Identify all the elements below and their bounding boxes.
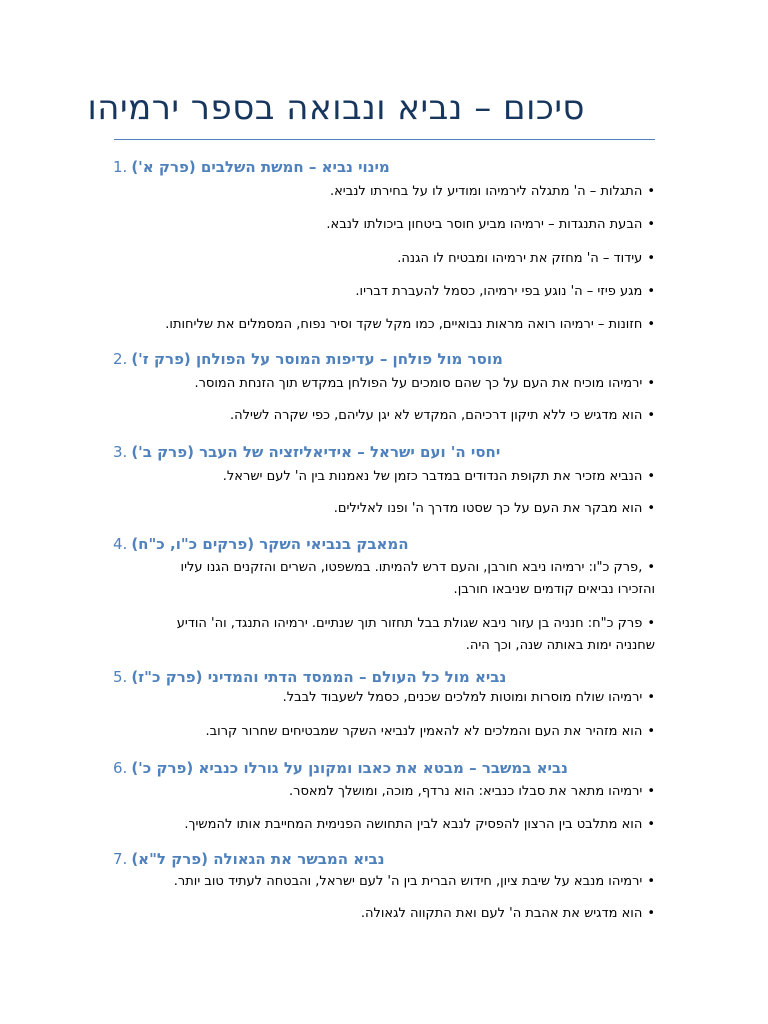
section-number: 6. bbox=[113, 759, 128, 777]
section-heading bbox=[113, 665, 533, 689]
bullet-text: .הוא מבקר את העם על כך שסטו מדרך ה' ופנו לאלילים bbox=[333, 501, 643, 516]
bullet-item bbox=[125, 871, 655, 893]
bullet-line bbox=[125, 687, 655, 709]
bullet-item bbox=[125, 781, 655, 803]
bullet-text: .שחנניה ימות באותה שנה, וכך היה bbox=[465, 638, 655, 653]
title-underline bbox=[114, 139, 655, 140]
bullet-text: .הוא מזהיר את העם והמלכים לא להאמין לנביאי השקר שמבטיחים שחרור קרוב bbox=[205, 724, 643, 739]
bullet-text: .הנביא מזכיר את תקופת הנדודים במדבר כזמן של נאמנות בין ה' לעם ישראל bbox=[222, 469, 643, 484]
bullet-text: .ירמיהו מוכיח את העם על כך שהם סומכים על הפולחן במקדש תוך הזנחת המוסר bbox=[194, 376, 643, 391]
section-heading-text: נביא מול כל העולם – הממסד הדתי והמדיני (פרק כ"ז) bbox=[131, 668, 507, 686]
bullet-line bbox=[125, 579, 655, 601]
page-title: סיכום – נביא ונבואה בספר ירמיהו bbox=[87, 88, 585, 128]
bullet-item bbox=[125, 181, 655, 203]
section-number: 2. bbox=[113, 350, 128, 368]
bullet-dot-icon: • bbox=[647, 217, 655, 232]
bullet-line bbox=[125, 814, 655, 836]
bullet-dot-icon: • bbox=[647, 784, 655, 799]
bullet-text: פרק כ"ח: חנניה בן עזור ניבא שגולת בבל תחזור תוך שנתיים. ירמיהו התנגד, וה' הודיע bbox=[176, 616, 643, 631]
bullet-line bbox=[125, 557, 655, 579]
bullet-text: .חזונות – ירמיהו רואה מראות נבואיים, כמו מקל שקד וסיר נפוח, המסמלים את שליחותו bbox=[165, 317, 643, 332]
bullet-item bbox=[125, 687, 655, 709]
bullet-text: פרק כ"ו: ירמיהו ניבא חורבן, והעם דרש להמיתו. במשפטו, השרים והזקנים הגנו עליו, bbox=[180, 560, 643, 575]
bullet-line bbox=[125, 871, 655, 893]
section-heading bbox=[113, 756, 568, 780]
bullet-line bbox=[125, 281, 655, 303]
bullet-text: .התגלות – ה' מתגלה לירמיהו ומודיע לו על בחירתו לנביא bbox=[329, 184, 643, 199]
bullet-item bbox=[125, 613, 655, 657]
bullet-item bbox=[125, 373, 655, 395]
bullet-dot-icon: • bbox=[647, 376, 655, 391]
bullet-dot-icon: • bbox=[647, 184, 655, 199]
section-heading bbox=[113, 347, 533, 371]
section-number: 4. bbox=[113, 535, 128, 553]
bullet-dot-icon: • bbox=[647, 251, 655, 266]
section-heading bbox=[113, 532, 533, 556]
bullet-dot-icon: • bbox=[647, 317, 655, 332]
section-number: 1. bbox=[113, 158, 128, 176]
bullet-item bbox=[125, 466, 655, 488]
section-heading bbox=[113, 847, 533, 871]
bullet-line bbox=[125, 498, 655, 520]
bullet-line bbox=[125, 214, 655, 236]
bullet-text: .ירמיהו מתאר את סבלו כנביא: הוא נרדף, מוכה, ומושלך למאסר bbox=[289, 784, 643, 799]
bullet-dot-icon: • bbox=[647, 724, 655, 739]
bullet-line bbox=[125, 373, 655, 395]
bullet-line bbox=[125, 903, 655, 925]
section-number: 7. bbox=[113, 850, 128, 868]
bullet-item bbox=[125, 248, 655, 270]
bullet-text: .ירמיהו מנבא על שיבת ציון, חידוש הברית בין ה' לעם ישראל, והבטחה לעתיד טוב יותר bbox=[173, 874, 643, 889]
bullet-item bbox=[125, 814, 655, 836]
section-number: 3. bbox=[113, 443, 128, 461]
bullet-text: .ירמיהו שולח מוסרות ומוטות למלכים שכנים, כסמל לשעבוד לבבל bbox=[282, 690, 643, 705]
section-number: 5. bbox=[113, 668, 128, 686]
bullet-item bbox=[125, 281, 655, 303]
bullet-dot-icon: • bbox=[647, 690, 655, 705]
section-heading-text: המאבק בנביאי השקר (פרקים כ"ו, כ"ח) bbox=[131, 535, 409, 553]
bullet-item bbox=[125, 314, 655, 336]
section-heading-text: מינוי נביא – חמשת השלבים (פרק א') bbox=[131, 158, 390, 176]
bullet-dot-icon: • bbox=[647, 408, 655, 423]
bullet-item bbox=[125, 557, 655, 601]
bullet-text: .עידוד – ה' מחזק את ירמיהו ומבטיח לו הגנה bbox=[397, 251, 643, 266]
bullet-dot-icon: • bbox=[647, 501, 655, 516]
bullet-dot-icon: • bbox=[647, 906, 655, 921]
section-heading bbox=[113, 155, 533, 179]
bullet-line bbox=[125, 181, 655, 203]
bullet-text: .הוא מדגיש כי ללא תיקון דרכיהם, המקדש לא יגן עליהם, כפי שקרה לשילה bbox=[230, 408, 643, 423]
bullet-line bbox=[125, 314, 655, 336]
bullet-line bbox=[125, 613, 655, 635]
bullet-dot-icon: • bbox=[647, 469, 655, 484]
bullet-line bbox=[125, 466, 655, 488]
bullet-text: .והזכירו נביאים קודמים שניבאו חורבן bbox=[453, 582, 655, 597]
bullet-dot-icon: • bbox=[647, 616, 655, 631]
bullet-text: .הוא מדגיש את אהבת ה' לעם ואת התקווה לגאולה bbox=[360, 906, 643, 921]
bullet-text: .הוא מתלבט בין הרצון להפסיק לנבא לבין התחושה הפנימית המחייבת אותו להמשיך bbox=[184, 817, 643, 832]
bullet-dot-icon: • bbox=[647, 284, 655, 299]
section-heading-text: יחסי ה' ועם ישראל – אידיאליזציה של העבר (פרק ב') bbox=[131, 443, 501, 461]
bullet-item bbox=[125, 214, 655, 236]
section-heading-text: מוסר מול פולחן – עדיפות המוסר על הפולחן (פרק ז') bbox=[131, 350, 503, 368]
bullet-item bbox=[125, 405, 655, 427]
bullet-item bbox=[125, 903, 655, 925]
bullet-line bbox=[125, 781, 655, 803]
bullet-item bbox=[125, 498, 655, 520]
bullet-item bbox=[125, 721, 655, 743]
bullet-dot-icon: • bbox=[647, 874, 655, 889]
bullet-dot-icon: • bbox=[647, 817, 655, 832]
section-heading-text: נביא במשבר – מבטא את כאבו ומקונן על גורלו כנביא (פרק כ') bbox=[131, 759, 568, 777]
bullet-line bbox=[125, 721, 655, 743]
bullet-line bbox=[125, 635, 655, 657]
section-heading-text: נביא המבשר את הגאולה (פרק ל"א) bbox=[131, 850, 385, 868]
bullet-text: .הבעת התנגדות – ירמיהו מביע חוסר ביטחון ביכולתו לנבא bbox=[326, 217, 643, 232]
bullet-text: .מגע פיזי – ה' נוגע בפי ירמיהו, כסמל להעברת דבריו bbox=[355, 284, 643, 299]
section-heading bbox=[113, 440, 533, 464]
bullet-dot-icon: • bbox=[647, 560, 655, 575]
bullet-line bbox=[125, 405, 655, 427]
bullet-line bbox=[125, 248, 655, 270]
